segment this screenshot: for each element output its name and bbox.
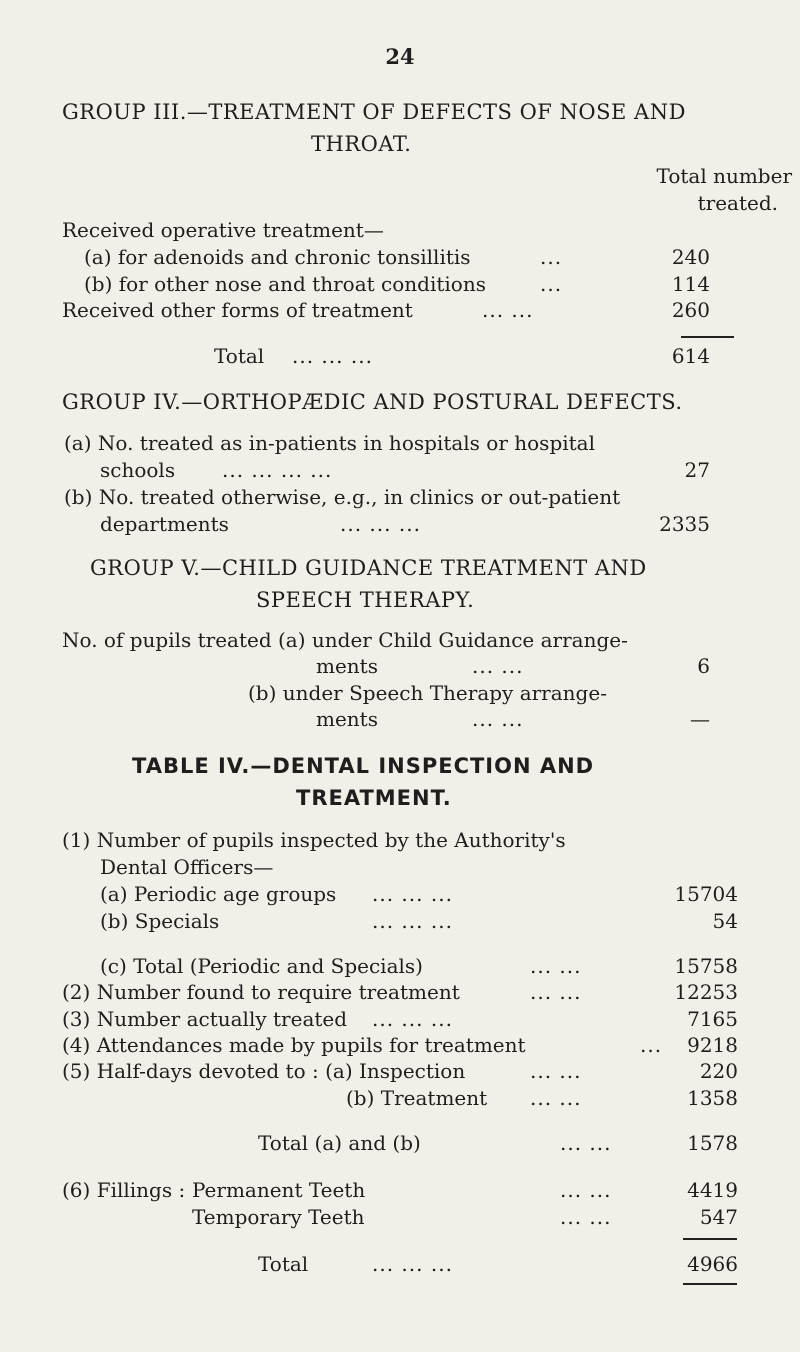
row-value: 4419: [687, 1178, 738, 1202]
leader-dots: ... ... ...: [292, 344, 373, 368]
leader-dots: ... ... ...: [372, 1252, 453, 1276]
row-value: 240: [671, 245, 710, 269]
group4-a-line1: (a) No. treated as in-patients in hospitals or hospital: [64, 431, 595, 455]
row-value: 15758: [674, 954, 738, 978]
row-value: 7165: [687, 1007, 738, 1031]
row-label: (3) Number actually treated: [62, 1007, 348, 1031]
leader-dots: ... ... ...: [372, 1007, 453, 1031]
leader-dots: ...: [640, 1033, 663, 1057]
row-value: 547: [699, 1205, 738, 1229]
row-value: 54: [712, 909, 738, 933]
column-header-treated: treated.: [697, 191, 778, 215]
leader-dots: ...: [540, 245, 563, 269]
leader-dots: ... ...: [560, 1131, 612, 1155]
leader-dots: ... ...: [560, 1178, 612, 1202]
row-label: (a) for adenoids and chronic tonsillitis: [84, 245, 471, 269]
fillings-total-underline: [683, 1283, 737, 1285]
row-label: (b) Treatment: [346, 1086, 488, 1110]
group5-a-line2: ments: [316, 654, 378, 678]
total-label: Total: [214, 344, 265, 368]
row-value: 1358: [687, 1086, 738, 1110]
leader-dots: ... ...: [482, 298, 534, 322]
row-label: (a) Periodic age groups: [100, 882, 337, 906]
row-label: (b) Specials: [100, 909, 220, 933]
leader-dots: ... ...: [472, 654, 524, 678]
fillings-total-rule: [683, 1238, 737, 1240]
group4-a-line2: schools: [100, 458, 176, 482]
row-label: Temporary Teeth: [192, 1205, 365, 1229]
row-value: 9218: [687, 1033, 738, 1057]
leader-dots: ... ...: [530, 1059, 582, 1083]
table4-item1-line1: (1) Number of pupils inspected by the Authority's: [62, 828, 566, 852]
fillings-label: (6) Fillings :: [62, 1178, 186, 1202]
leader-dots: ... ...: [530, 1086, 582, 1110]
table4-item1-line2: Dental Officers—: [100, 855, 274, 879]
fillings-total-label: Total: [258, 1252, 309, 1276]
row-label: Permanent Teeth: [192, 1178, 366, 1202]
leader-dots: ...: [540, 272, 563, 296]
leader-dots: ... ... ...: [372, 909, 453, 933]
group5-b-line1: (b) under Speech Therapy arrange-: [248, 681, 607, 705]
leader-dots: ... ...: [560, 1205, 612, 1229]
group4-title: GROUP IV.—ORTHOPÆDIC AND POSTURAL DEFECTS.: [62, 390, 683, 414]
page-number: 24: [385, 44, 415, 69]
group3-title-line2: THROAT.: [311, 132, 412, 156]
leader-dots: ... ...: [530, 954, 582, 978]
group4-b-line1: (b) No. treated otherwise, e.g., in clinics or out-patient: [64, 485, 621, 509]
column-header-total-number: Total number: [656, 164, 792, 188]
leader-dots: ... ... ... ...: [222, 458, 333, 482]
row-value: 12253: [674, 980, 738, 1004]
row-value: 260: [671, 298, 710, 322]
total-value: 614: [671, 344, 710, 368]
total-ab-value: 1578: [687, 1131, 738, 1155]
row-label: (c) Total (Periodic and Specials): [100, 954, 423, 978]
group5-b-value: —: [690, 707, 710, 731]
row-label: Received other forms of treatment: [62, 298, 413, 322]
fillings-total-value: 4966: [687, 1252, 738, 1276]
row-label: (4) Attendances made by pupils for treatment: [62, 1033, 526, 1057]
group5-title-line1: GROUP V.—CHILD GUIDANCE TREATMENT AND: [90, 556, 647, 580]
leader-dots: ... ...: [530, 980, 582, 1004]
total-rule: [681, 336, 734, 338]
received-operative-heading: Received operative treatment—: [62, 218, 384, 242]
row-label: (b) for other nose and throat conditions: [84, 272, 486, 296]
row-label: (5) Half-days devoted to : (a) Inspection: [62, 1059, 466, 1083]
row-value: 114: [671, 272, 710, 296]
leader-dots: ... ... ...: [340, 512, 421, 536]
group3-title-line1: GROUP III.—TREATMENT OF DEFECTS OF NOSE AND: [62, 100, 686, 124]
group5-a-value: 6: [697, 654, 710, 678]
total-ab-label: Total (a) and (b): [258, 1131, 421, 1155]
group4-b-value: 2335: [659, 512, 710, 536]
table4-title-line1: TABLE IV.—DENTAL INSPECTION AND: [132, 754, 595, 778]
group4-b-line2: departments: [100, 512, 229, 536]
leader-dots: ... ...: [472, 707, 524, 731]
group5-a-line1: No. of pupils treated (a) under Child Guidance arrange-: [62, 628, 628, 652]
group5-title-line2: SPEECH THERAPY.: [256, 588, 475, 612]
row-value: 15704: [674, 882, 738, 906]
group4-a-value: 27: [684, 458, 710, 482]
group5-b-line2: ments: [316, 707, 378, 731]
leader-dots: ... ... ...: [372, 882, 453, 906]
row-value: 220: [699, 1059, 738, 1083]
row-label: (2) Number found to require treatment: [62, 980, 460, 1004]
table4-title-line2: TREATMENT.: [296, 786, 452, 810]
